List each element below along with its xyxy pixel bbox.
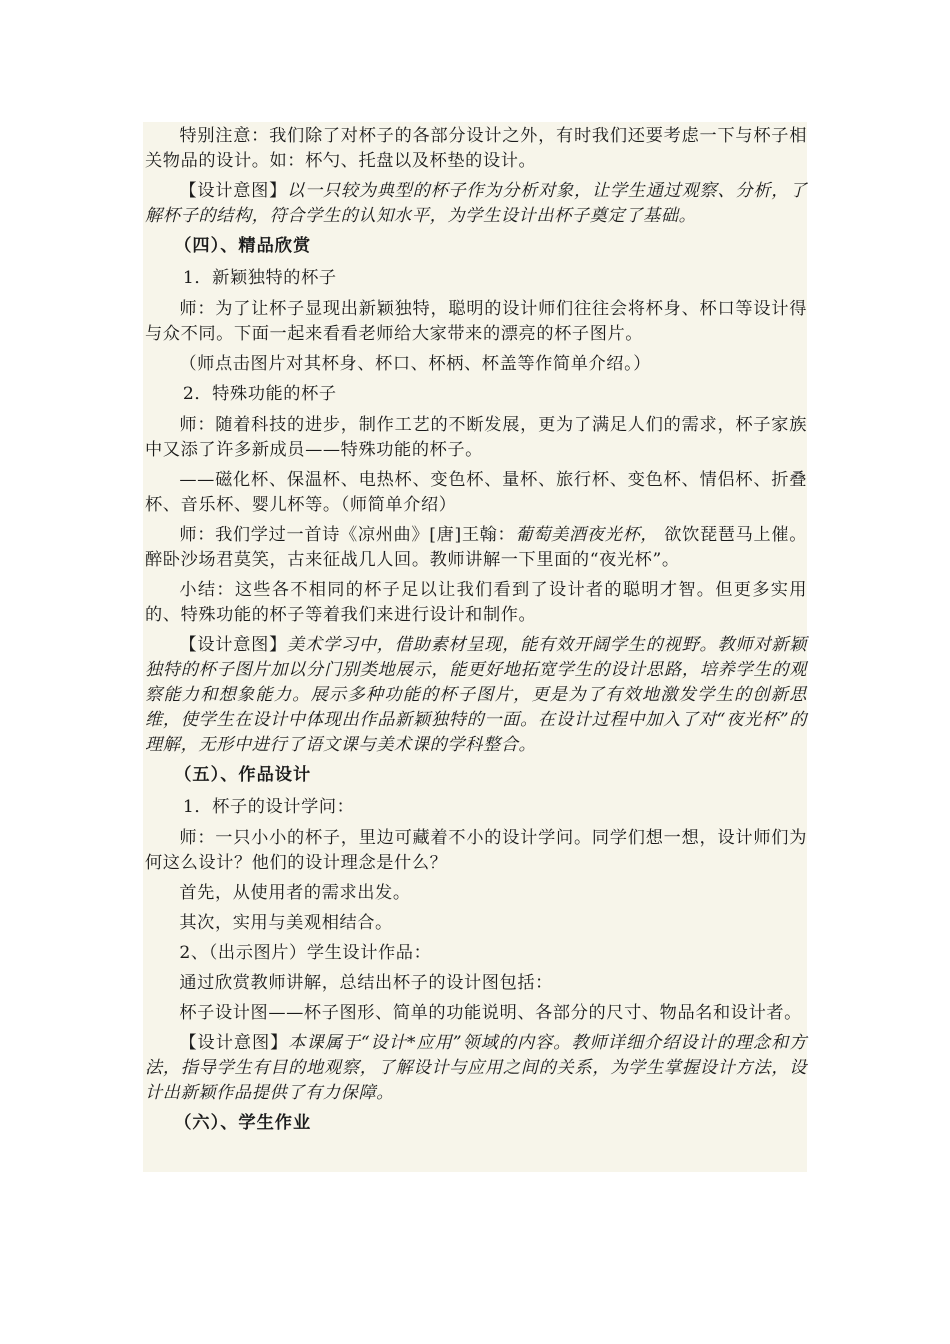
subheading-special-cups: 2．特殊功能的杯子 (182, 384, 337, 404)
paragraph-cup-list: ——磁化杯、保温杯、电热杯、变色杯、量杯、旅行杯、变色杯、情侣杯、折叠杯、音乐杯、婴儿杯等。（师简单介绍） (145, 470, 807, 515)
paragraph-poem (145, 523, 807, 573)
subheading-design-knowledge: 1．杯子的设计学问： (182, 797, 355, 817)
poem-intro: 师：我们学过一首诗《凉州曲》[唐]王翰： (179, 525, 516, 545)
subheading-novel-cups: 1．新颖独特的杯子 (182, 268, 337, 288)
section-heading-5: （五）、作品设计 (174, 765, 312, 785)
section-heading-4: （四）、精品欣赏 (174, 236, 312, 256)
paragraph-teacher-design: 师：一只小小的杯子，里边可藏着不小的设计学问。同学们想一想，设计师们为何这么设计？他们的设计理念是什么？ (145, 828, 807, 873)
poem-line-italic: 葡萄美酒夜光杯， (515, 525, 659, 545)
design-intent-label: 【设计意图】 (179, 1033, 289, 1053)
paragraph-summary: 小结：这些各不相同的杯子足以让我们看到了设计者的聪明才智。但更多实用的、特殊功能的杯子等着我们来进行设计和制作。 (145, 580, 807, 625)
paragraph-teacher-tech: 师：随着科技的进步，制作工艺的不断发展，更为了满足人们的需求，杯子家族中又添了许多新成员——特殊功能的杯子。 (145, 415, 807, 460)
design-intent-text: 以一只较为典型的杯子作为分析对象，让学生通过观察、分析，了解杯子的结构，符合学生的认知水平，为学生设计出杯子奠定了基础。 (145, 181, 807, 226)
paragraph-design-drawing: 杯子设计图——杯子图形、简单的功能说明、各部分的尺寸、物品名和设计者。 (179, 1003, 802, 1023)
paragraph-teacher-novel: 师：为了让杯子显现出新颖独特，聪明的设计师们往往会将杯身、杯口等设计得与众不同。下面一起来看看老师给大家带来的漂亮的杯子图片。 (145, 299, 807, 344)
design-intent-3 (145, 1031, 807, 1106)
design-intent-text: 美术学习中，借助素材呈现，能有效开阔学生的视野。教师对新颖独特的杯子图片加以分门别类地展示，能更好地拓宽学生的设计思路，培养学生的观察能力和想象能力。展示多种功能的杯子图片，更是为了有效地激发学生的创新思维，使学生在设计中体现出作品新颖独特的一面。在设计过程中加入了对“夜光杯”的理解，无形中进行了语文课与美术课的学科整合。 (145, 635, 807, 755)
paragraph-second: 其次，实用与美观相结合。 (179, 913, 393, 933)
paragraph-teacher-click: （师点击图片对其杯身、杯口、杯柄、杯盖等作简单介绍。） (179, 354, 652, 374)
document-body (145, 124, 807, 1143)
design-intent-1 (145, 179, 807, 229)
poem-rest: 欲饮琵琶马上催。 醉卧沙场君莫笑，古来征战几人回。教师讲解一下里面的“夜光杯”。 (145, 525, 807, 570)
paragraph-special-note: 特别注意：我们除了对杯子的各部分设计之外，有时我们还要考虑一下与杯子相关物品的设计。如：杯勺、托盘以及杯垫的设计。 (145, 126, 807, 171)
design-intent-text: 本课属于“设计*应用”领域的内容。教师详细介绍设计的理念和方法，指导学生有目的地观察，了解设计与应用之间的关系，为学生掌握设计方法，设计出新颖作品提供了有力保障。 (145, 1033, 808, 1103)
paragraph-summarize: 通过欣赏教师讲解，总结出杯子的设计图包括： (179, 973, 553, 993)
paragraph-show-pictures: 2、（出示图片）学生设计作品： (179, 943, 432, 963)
paragraph-first: 首先，从使用者的需求出发。 (179, 883, 411, 903)
section-heading-6: （六）、学生作业 (174, 1113, 312, 1133)
design-intent-label: 【设计意图】 (179, 635, 288, 655)
design-intent-2 (145, 633, 807, 758)
design-intent-label: 【设计意图】 (179, 181, 288, 201)
